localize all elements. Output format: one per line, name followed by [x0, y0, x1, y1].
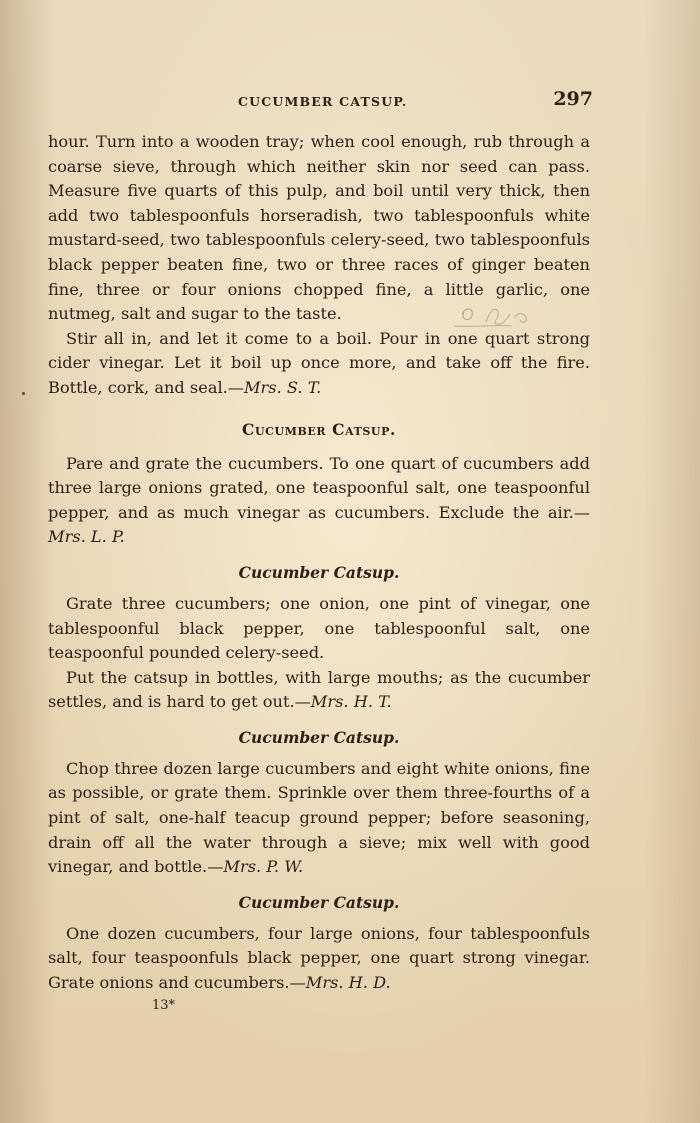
paragraph — [48, 757, 590, 880]
running-head — [48, 88, 593, 116]
recipe-title: Cucumber Catsup. — [238, 727, 400, 747]
running-title: CUCUMBER CATSUP. — [238, 94, 408, 109]
paragraph-text: hour. Turn into a wooden tray; when cool enough, rub through a coarse sieve, through which neither skin nor seed can pass. Measure five quarts of this pulp, and boil until very thick, then add two tablespoonfuls horseradish, two tablespoonfuls white mustard-seed, two tablespoonfuls celery-seed, two tablespoonfuls black pepper beaten fine, two or three races of ginger beaten fine, three or four onions chopped fine, a little garlic, one nutmeg, salt and sugar to the taste. — [48, 132, 590, 324]
recipe-title: Cucumber Catsup. — [242, 419, 396, 439]
recipe — [48, 418, 590, 550]
paper-spot — [22, 392, 25, 395]
recipe-title: Cucumber Catsup. — [238, 892, 400, 912]
paragraph — [48, 130, 590, 327]
paragraph-text: Stir all in, and let it come to a boil. Pour in one quart strong cider vinegar. Let it boil up once more, and take off the fire. Bottle, cork, and seal.— — [48, 328, 590, 397]
paragraph-text: Grate three cucumbers; one onion, one pint of vinegar, one tablespoonful black pepper, one tablespoonful salt, one teaspoonful pounded celery-seed. — [48, 593, 590, 663]
recipe — [48, 891, 590, 996]
paragraph — [48, 452, 590, 550]
pencil-scribble — [452, 300, 562, 330]
paragraph-text: Chop three dozen large cucumbers and eight white onions, fine as possible, or grate them. Sprinkle over them three-fourths of a pint of salt, one-half teacup ground pepper; before seasoning, drain off all the water through a sieve; mix well with good vinegar, and bottle.— — [48, 758, 590, 877]
recipe-author: Mrs. S. T. — [243, 377, 322, 397]
paragraph — [48, 592, 590, 666]
paragraph-text: Put the catsup in bottles, with large mouths; as the cucumber settles, and is hard to get out.— — [48, 667, 590, 712]
page-number: 297 — [553, 88, 593, 110]
recipe-author: Mrs. L. P. — [48, 527, 125, 547]
recipe-author: Mrs. H. T. — [310, 692, 392, 712]
recipe-author: Mrs. P. W. — [223, 857, 304, 877]
recipe-author: Mrs. H. D. — [305, 973, 391, 993]
text-block — [48, 130, 590, 1016]
recipe — [48, 726, 590, 880]
paragraph — [48, 327, 590, 401]
paragraph-text: One dozen cucumbers, four large onions, four tablespoonfuls salt, four teaspoonfuls black pepper, one quart strong vinegar. Grate onions and cucumbers.— — [48, 923, 590, 993]
paragraph — [48, 922, 590, 996]
recipe-continuation — [48, 130, 590, 401]
paragraph — [48, 666, 590, 715]
signature-mark: 13* — [152, 997, 176, 1013]
recipe — [48, 561, 590, 715]
paragraph-text: Pare and grate the cucumbers. To one quart of cucumbers add three large onions grated, one teaspoonful salt, one teaspoonful pepper, and as much vinegar as cucumbers. Exclude the air.— — [48, 453, 590, 522]
recipe-title: Cucumber Catsup. — [238, 562, 400, 582]
